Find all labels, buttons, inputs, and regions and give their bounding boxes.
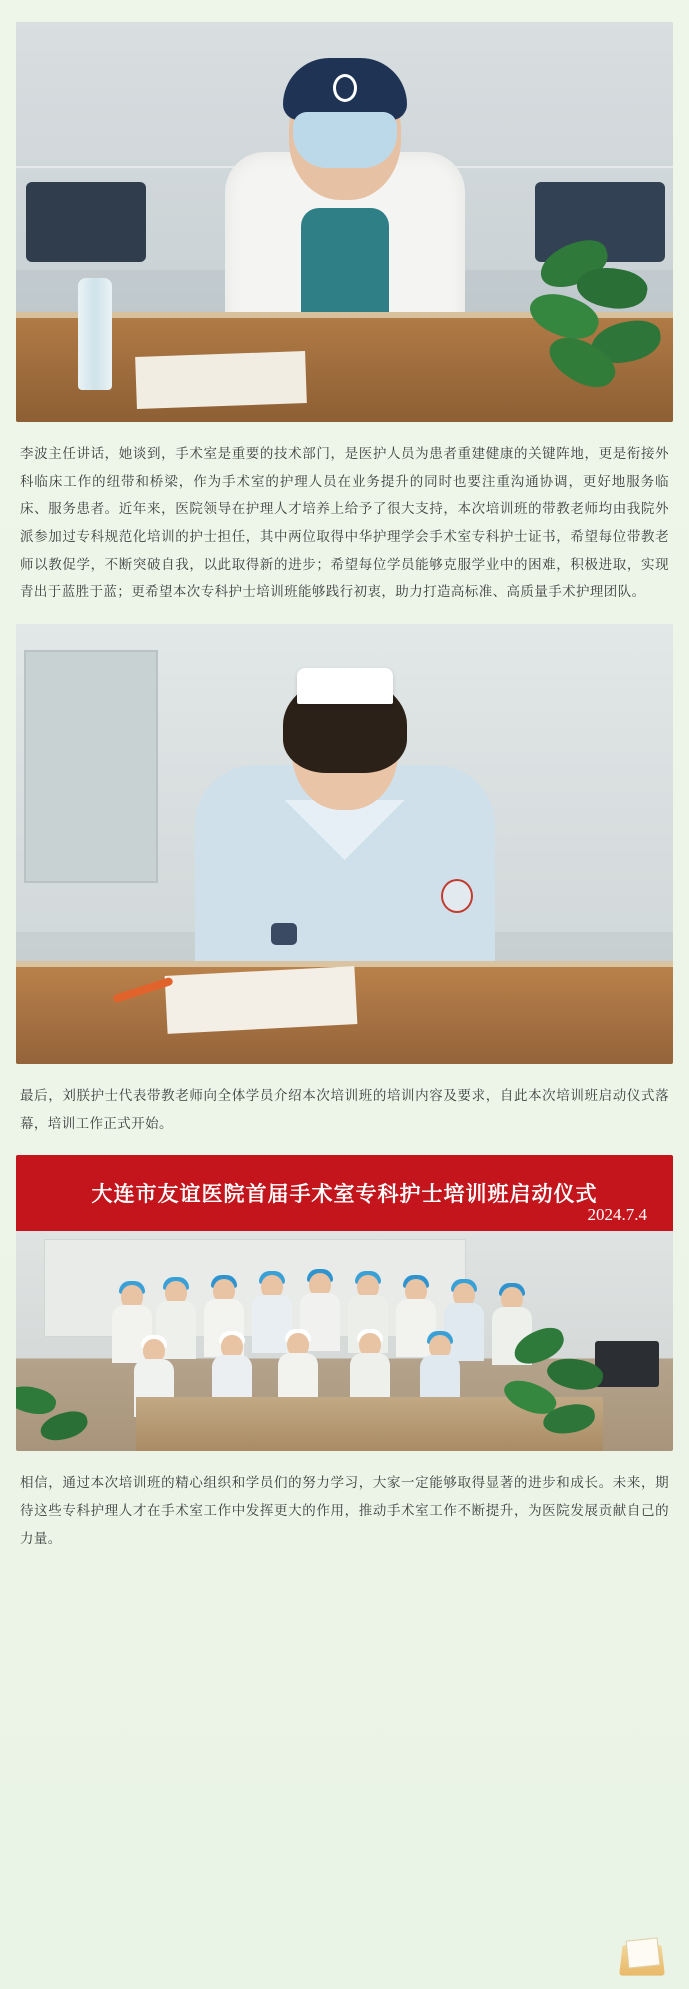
door-panel bbox=[24, 650, 158, 883]
person-body bbox=[252, 1295, 292, 1353]
potted-plant-right bbox=[503, 1331, 613, 1441]
banner-title: 大连市友谊医院首届手术室专科护士培训班启动仪式 bbox=[91, 1182, 598, 1207]
group-photo bbox=[16, 1231, 673, 1451]
surgical-cap-icon bbox=[283, 58, 407, 120]
photo-nurse bbox=[16, 624, 673, 1064]
speech-papers bbox=[165, 966, 358, 1034]
potted-plant-left bbox=[16, 1381, 106, 1451]
paragraph-1: 李波主任讲话，她谈到，手术室是重要的技术部门，是医护人员为患者重建健康的关键阵地，更是衔接外科临床工作的纽带和桥梁，作为手术室的护理人员在业务提升的同时也要注重沟通协调，更好地服务临床、服务患者。近年来，医院领导在护理人才培养上给予了很大支持，本次培训班的带教老师均由我院外派参加过专科规范化培训的护士担任，其中两位取得中华护理学会手术室专科护士证书，希望每位带教老师以教促学，不断突破自我，以此取得新的进步；希望每位学员能够克服学业中的困难，积极进取，实现青出于蓝胜于蓝；更希望本次专科护士培训班能够践行初衷，助力打造高标准、高质量手术护理团队。 bbox=[20, 446, 669, 600]
wrist-watch bbox=[271, 923, 297, 945]
leaf bbox=[38, 1409, 90, 1444]
chair-back-left bbox=[26, 182, 146, 262]
book-icon bbox=[621, 1939, 665, 1979]
photo-speaker bbox=[16, 22, 673, 422]
leaf bbox=[16, 1381, 59, 1420]
leaf bbox=[544, 1353, 606, 1396]
water-bottle bbox=[78, 278, 112, 390]
book-page bbox=[626, 1937, 661, 1968]
banner-date: 2024.7.4 bbox=[587, 1205, 647, 1225]
scrubs-top bbox=[301, 208, 389, 318]
speech-papers bbox=[135, 351, 307, 409]
uniform-badge bbox=[441, 879, 473, 913]
potted-plant bbox=[529, 238, 673, 398]
face-mask-icon bbox=[293, 112, 397, 168]
event-banner bbox=[16, 1155, 673, 1231]
paragraph-2: 最后，刘朕护士代表带教老师向全体学员介绍本次培训班的培训内容及要求，自此本次培训班启动仪式落幕，培训工作正式开始。 bbox=[20, 1088, 669, 1131]
photo-group bbox=[16, 1155, 673, 1451]
potted-plant bbox=[16, 916, 142, 1046]
nurse-cap-icon bbox=[297, 668, 393, 704]
paragraph-3: 相信，通过本次培训班的精心组织和学员们的努力学习，大家一定能够取得显著的进步和成长。未来，期待这些专科护理人才在手术室工作中发挥更大的作用，推动手术室工作不断提升，为医院发展贡献自己的力量。 bbox=[20, 1475, 669, 1546]
